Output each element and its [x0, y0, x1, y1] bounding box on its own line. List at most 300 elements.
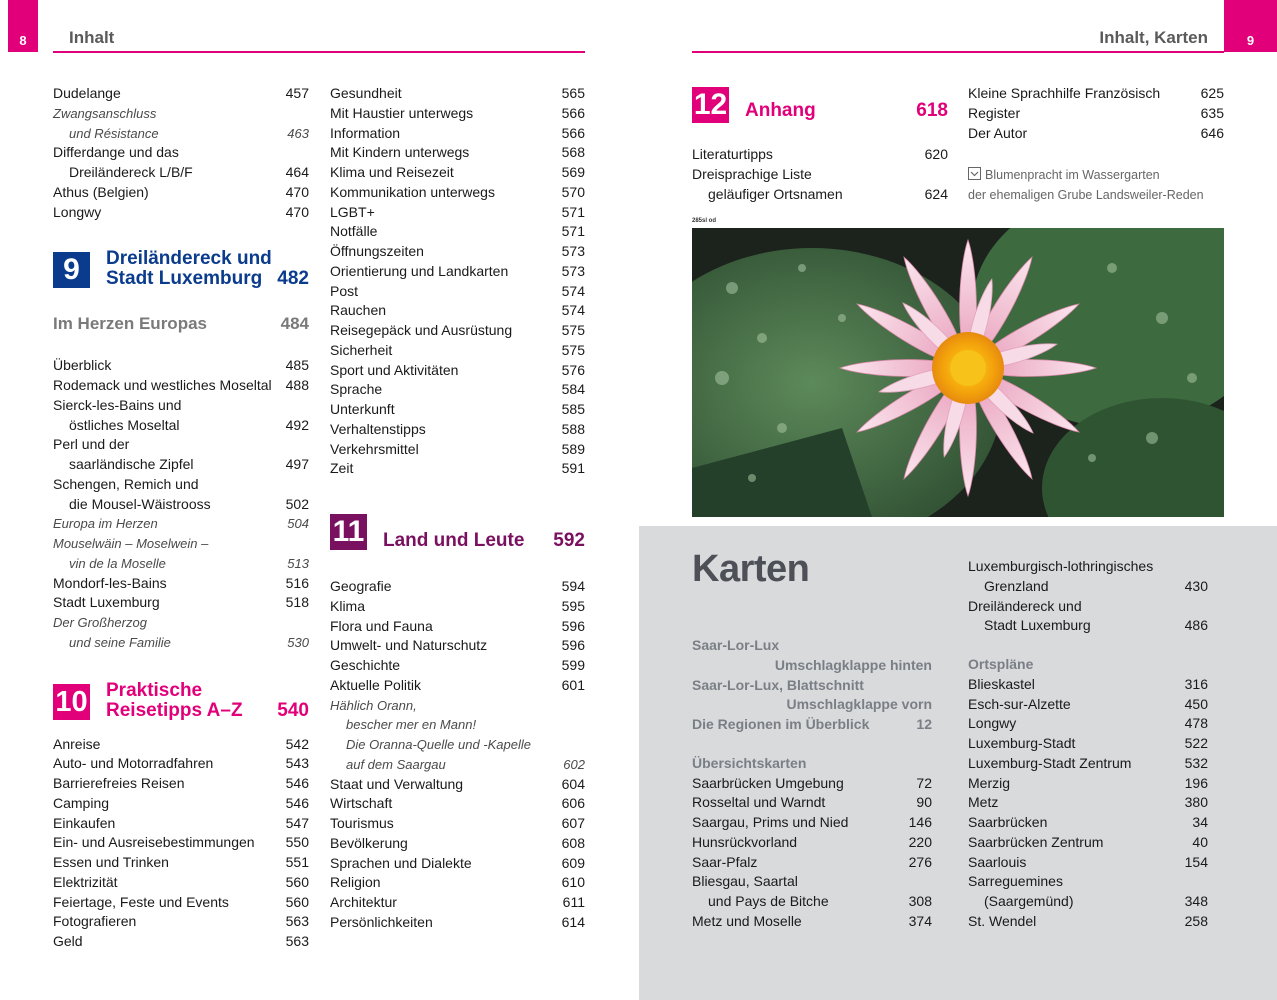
toc-entry[interactable]: [53, 514, 309, 534]
toc-entry[interactable]: [53, 754, 309, 774]
toc-entry-page: 504: [287, 516, 309, 532]
toc-entry-page: 646: [1200, 124, 1224, 141]
toc-entry-title: Anreise: [53, 735, 101, 752]
toc-entry[interactable]: [53, 774, 309, 794]
toc-entry[interactable]: [330, 617, 585, 637]
maps-column-right: [968, 557, 1208, 932]
toc-entry-page: 492: [285, 416, 309, 433]
section-9-heading[interactable]: [53, 222, 309, 300]
toc-entry-title: Dreiländereck und: [968, 597, 1082, 614]
toc-entry-page: 575: [561, 322, 585, 338]
toc-entry[interactable]: [692, 833, 932, 853]
toc-entry[interactable]: [968, 577, 1208, 597]
toc-entry-page: 589: [561, 440, 585, 457]
toc-column-3: [692, 84, 948, 204]
toc-entry[interactable]: [53, 183, 309, 203]
toc-entry[interactable]: [692, 695, 932, 715]
toc-entry[interactable]: [53, 435, 309, 455]
toc-entry-title: Saarbrücken Zentrum: [968, 833, 1104, 850]
toc-entry-page: 566: [561, 104, 585, 121]
toc-entry-title: Sicherheit: [330, 341, 393, 358]
toc-entry[interactable]: [53, 735, 309, 755]
toc-entry-page: 488: [285, 377, 309, 393]
toc-entry[interactable]: [330, 301, 585, 321]
toc-entry[interactable]: [968, 754, 1208, 774]
toc-entry-title: Auto- und Motorradfahren: [53, 755, 214, 772]
section-title-line2: Reisetipps A–Z: [106, 699, 243, 721]
maps-list-overview-flaps: [692, 636, 932, 735]
toc-entry-page: 596: [561, 637, 585, 654]
toc-entry-title: Mondorf-les-Bains: [53, 574, 167, 591]
maps-list-regions: [968, 557, 1208, 636]
toc-entry-page: 585: [561, 401, 585, 417]
toc-entry-title: Luxemburg-Stadt: [968, 735, 1076, 751]
toc-entry-title: Longwy: [968, 715, 1017, 732]
toc-entry-title: Sprache: [330, 381, 383, 398]
toc-entry[interactable]: [330, 814, 585, 834]
maps-list-uebersicht: [692, 774, 932, 932]
toc-entry[interactable]: [692, 892, 932, 912]
toc-entry[interactable]: [968, 695, 1208, 715]
maps-subhead-uebersicht: Übersichtskarten: [692, 754, 807, 771]
toc-entry[interactable]: [330, 361, 585, 381]
toc-entry[interactable]: [53, 84, 309, 104]
toc-entry-title: Sport und Aktivitäten: [330, 361, 459, 378]
section-number-badge: 9: [53, 252, 90, 288]
toc-entry[interactable]: [330, 282, 585, 302]
toc-entry-title: Dreiländereck L/B/F: [69, 164, 193, 180]
toc-entry-page: 546: [285, 775, 309, 791]
toc-entry-title: Europa im Herzen: [53, 516, 158, 532]
toc-list-col2-top: [330, 84, 585, 479]
toc-entry-title: Staat und Verwaltung: [330, 775, 464, 792]
toc-entry[interactable]: [968, 833, 1208, 853]
toc-column-4: [968, 84, 1224, 202]
toc-entry[interactable]: [968, 675, 1208, 695]
toc-entry-title: Rodemack und westliches Moseltal: [53, 377, 272, 393]
toc-entry[interactable]: [330, 715, 585, 735]
toc-entry[interactable]: [968, 557, 1208, 577]
toc-entry[interactable]: [53, 794, 309, 814]
photo-caption-icon: [968, 167, 981, 180]
toc-entry-page: 594: [561, 578, 585, 594]
toc-entry-page: 348: [1184, 893, 1208, 909]
toc-entry[interactable]: [330, 597, 585, 617]
toc-entry-title: Merzig: [968, 774, 1011, 791]
toc-entry[interactable]: [53, 932, 309, 952]
toc-entry-title: Feiertage, Feste und Events: [53, 893, 229, 910]
toc-entry-title: Gesundheit: [330, 85, 402, 101]
toc-entry[interactable]: [53, 633, 309, 653]
toc-entry-page: 470: [285, 203, 309, 220]
toc-entry-page: 72: [916, 774, 932, 791]
toc-entry[interactable]: [53, 593, 309, 613]
toc-entry[interactable]: [330, 321, 585, 341]
toc-entry-page: 570: [561, 183, 585, 200]
photo-caption: [968, 165, 1204, 205]
toc-entry-title: St. Wendel: [968, 912, 1037, 929]
toc-entry[interactable]: [692, 774, 932, 794]
toc-entry[interactable]: [330, 775, 585, 795]
toc-entry-page: 485: [285, 357, 309, 374]
toc-entry[interactable]: [692, 872, 932, 892]
toc-entry-page: 599: [561, 657, 585, 673]
toc-entry[interactable]: [330, 163, 585, 183]
toc-entry-page: 611: [562, 894, 585, 910]
toc-entry[interactable]: [968, 813, 1208, 833]
toc-entry[interactable]: [692, 853, 932, 873]
toc-entry-page: 604: [561, 775, 585, 792]
toc-entry-title: und Résistance: [69, 125, 159, 141]
caption-line1: Blumenpracht im Wassergarten: [985, 168, 1160, 182]
toc-entry[interactable]: [53, 124, 309, 144]
toc-entry-title: Unterkunft: [330, 401, 395, 417]
toc-entry[interactable]: [968, 734, 1208, 754]
section-title-line1: Dreiländereck und: [106, 248, 272, 270]
toc-entry-title: Notfälle: [330, 223, 378, 240]
toc-entry[interactable]: [330, 893, 585, 913]
toc-entry[interactable]: [53, 873, 309, 893]
toc-entry[interactable]: [53, 143, 309, 163]
section-title: Land und Leute: [383, 530, 525, 551]
toc-entry-title: Literaturtipps: [692, 146, 773, 162]
toc-entry[interactable]: [330, 696, 585, 716]
toc-entry-title: Umwelt- und Naturschutz: [330, 637, 488, 654]
toc-entry[interactable]: [53, 574, 309, 594]
toc-entry-title: vin de la Moselle: [69, 555, 166, 571]
toc-entry[interactable]: [330, 755, 585, 775]
toc-entry-page: 464: [285, 164, 309, 180]
toc-entry-title: Mit Kindern unterwegs: [330, 144, 470, 161]
subsection-page: 484: [280, 314, 309, 334]
toc-entry[interactable]: [53, 416, 309, 436]
toc-entry[interactable]: [692, 715, 932, 735]
toc-entry-title: Tourismus: [330, 815, 394, 831]
toc-entry[interactable]: [330, 203, 585, 223]
toc-entry-title: Der Autor: [968, 124, 1028, 141]
section-number-badge: 10: [53, 684, 90, 720]
maps-title: Karten: [692, 548, 810, 590]
toc-entry-page: 543: [285, 755, 309, 772]
toc-entry-title: Reisegepäck und Ausrüstung: [330, 322, 513, 338]
toc-entry-title: Flora und Fauna: [330, 617, 433, 634]
toc-entry-page: 624: [924, 185, 948, 202]
toc-entry-title: und Pays de Bitche: [708, 893, 829, 909]
toc-entry-page: 614: [561, 913, 585, 930]
toc-entry-title: Post: [330, 282, 359, 299]
toc-entry-page: 34: [1192, 814, 1208, 830]
toc-entry[interactable]: [330, 242, 585, 262]
toc-entry[interactable]: [330, 735, 585, 755]
toc-entry[interactable]: [53, 814, 309, 834]
toc-entry-title: Zeit: [330, 460, 354, 477]
section-title-line1: Praktische: [106, 679, 203, 701]
maps-column-left: [692, 636, 932, 932]
toc-entry-title: Schengen, Remich und: [53, 475, 199, 492]
toc-entry-page: 609: [561, 854, 585, 871]
toc-entry[interactable]: [330, 262, 585, 282]
toc-entry[interactable]: [968, 853, 1208, 873]
toc-entry-page: 502: [285, 495, 309, 512]
toc-entry-page: 463: [287, 125, 309, 141]
toc-entry[interactable]: [692, 813, 932, 833]
toc-entry-page: 565: [561, 85, 585, 101]
toc-entry-title: Metz und Moselle: [692, 912, 802, 929]
toc-list-col2-bottom: [330, 577, 585, 933]
section-title: Anhang: [745, 100, 816, 121]
toc-entry[interactable]: [968, 597, 1208, 617]
toc-entry[interactable]: [968, 104, 1224, 124]
toc-entry-page: 547: [285, 814, 309, 831]
toc-entry[interactable]: [692, 636, 932, 656]
toc-entry-title: Kommunikation unterwegs: [330, 183, 495, 200]
toc-entry-page: 576: [561, 361, 585, 378]
toc-entry-title: die Mousel-Wäistrooss: [69, 495, 211, 512]
toc-entry-page: 574: [561, 302, 585, 319]
toc-entry-title: Bliesgau, Saartal: [692, 873, 798, 890]
subsection-title: Im Herzen Europas: [53, 314, 207, 334]
toc-entry[interactable]: [330, 636, 585, 656]
toc-entry[interactable]: [53, 833, 309, 853]
toc-entry[interactable]: [968, 872, 1208, 892]
toc-entry-page: 486: [1184, 617, 1208, 634]
toc-entry-title: Longwy: [53, 203, 102, 220]
toc-entry-title: Athus (Belgien): [53, 183, 149, 200]
toc-entry-title: Grenzland: [984, 577, 1049, 594]
toc-entry-title: Barrierefreies Reisen: [53, 775, 185, 791]
toc-entry[interactable]: [53, 376, 309, 396]
maps-list-ortsplaene: [968, 675, 1208, 932]
toc-entry[interactable]: [692, 185, 948, 205]
toc-entry-title: Hählich Orann,: [330, 697, 417, 713]
toc-entry-title: Saarbrücken: [968, 814, 1048, 830]
toc-entry-title: Orientierung und Landkarten: [330, 262, 509, 279]
toc-entry-page: 276: [908, 853, 932, 870]
toc-entry[interactable]: [53, 475, 309, 495]
toc-entry-title: Ein- und Ausreisebestimmungen: [53, 834, 255, 851]
toc-entry-page: 608: [561, 834, 585, 851]
toc-entry-page: 546: [285, 794, 309, 811]
toc-entry[interactable]: [53, 613, 309, 633]
toc-entry-page: 90: [916, 794, 932, 811]
toc-entry[interactable]: [692, 676, 932, 696]
toc-entry-title: Saar-Lor-Lux, Blattschnitt: [692, 676, 864, 693]
toc-entry-title: Geografie: [330, 578, 392, 594]
toc-entry-page: 316: [1184, 675, 1208, 692]
toc-entry-title: Saarbrücken Umgebung: [692, 774, 844, 791]
toc-entry[interactable]: [330, 420, 585, 440]
toc-entry-title: Einkaufen: [53, 814, 116, 831]
toc-entry-page: 571: [561, 223, 585, 240]
toc-entry[interactable]: [968, 714, 1208, 734]
toc-entry-page: 591: [561, 460, 585, 477]
toc-entry-title: Sierck-les-Bains und: [53, 396, 182, 413]
toc-entry[interactable]: [330, 124, 585, 144]
subsection-heading[interactable]: [53, 300, 309, 356]
toc-entry-title: geläufiger Ortsnamen: [708, 185, 843, 202]
toc-entry-page: 154: [1184, 853, 1208, 870]
toc-entry[interactable]: [330, 676, 585, 696]
toc-entry-page: 606: [561, 795, 585, 812]
toc-entry-page: 457: [285, 85, 309, 101]
toc-entry[interactable]: [53, 853, 309, 873]
toc-entry[interactable]: [330, 183, 585, 203]
water-lily-photo: [692, 228, 1224, 517]
toc-entry-title: Architektur: [330, 894, 397, 910]
toc-entry-title: Die Oranna-Quelle und -Kapelle: [346, 737, 531, 752]
toc-list-col1-top: [53, 84, 309, 222]
toc-entry-title: Stadt Luxemburg: [53, 594, 160, 611]
toc-list-col1-mid: [53, 356, 309, 652]
toc-entry[interactable]: [330, 143, 585, 163]
toc-entry-title: Überblick: [53, 357, 112, 374]
toc-entry-page: 374: [908, 912, 932, 929]
section-12-heading[interactable]: [692, 84, 948, 145]
toc-entry-page: 258: [1184, 912, 1208, 929]
toc-entry[interactable]: [968, 774, 1208, 794]
toc-entry[interactable]: [330, 577, 585, 597]
toc-entry-title: Persönlichkeiten: [330, 913, 433, 930]
toc-entry[interactable]: [692, 656, 932, 676]
toc-entry-title: saarländische Zipfel: [69, 456, 194, 472]
toc-entry[interactable]: [330, 380, 585, 400]
section-page-number: 618: [916, 100, 948, 121]
toc-entry-title: Blieskastel: [968, 675, 1035, 692]
toc-entry-title: Mit Haustier unterwegs: [330, 104, 474, 121]
section-11-heading[interactable]: [330, 479, 585, 577]
photo-id: 285sl od: [692, 218, 717, 224]
toc-entry-page: 568: [561, 144, 585, 161]
toc-entry[interactable]: [330, 854, 585, 874]
toc-entry-page: 575: [561, 341, 585, 358]
toc-entry-title: LGBT+: [330, 203, 375, 220]
toc-entry-page: 571: [561, 203, 585, 220]
toc-entry[interactable]: [330, 440, 585, 460]
left-running-head: Inhalt: [69, 28, 115, 47]
toc-entry[interactable]: [53, 495, 309, 515]
toc-entry[interactable]: [330, 913, 585, 933]
toc-entry-title: Rosseltal und Warndt: [692, 794, 826, 811]
toc-entry-title: Essen und Trinken: [53, 854, 169, 870]
toc-entry[interactable]: [53, 163, 309, 183]
toc-entry-title: (Saargemünd): [984, 893, 1074, 909]
toc-entry-page: 601: [561, 676, 585, 693]
toc-entry[interactable]: [330, 341, 585, 361]
toc-entry[interactable]: [53, 893, 309, 913]
toc-entry-title: Information: [330, 124, 401, 141]
right-running-head: Inhalt, Karten: [1099, 28, 1208, 47]
toc-entry-title: Differdange und das: [53, 144, 179, 161]
toc-entry-page: 146: [908, 814, 932, 830]
toc-entry[interactable]: [968, 84, 1224, 104]
toc-column-1: [53, 84, 309, 952]
toc-entry-page: 596: [561, 617, 585, 634]
toc-entry[interactable]: [692, 793, 932, 813]
section-page-number: 540: [277, 699, 309, 721]
toc-entry-title: Klima und Reisezeit: [330, 164, 454, 180]
toc-entry[interactable]: [330, 656, 585, 676]
toc-entry[interactable]: [53, 534, 309, 554]
toc-entry[interactable]: [53, 356, 309, 376]
toc-entry-title: Kleine Sprachhilfe Französisch: [968, 85, 1161, 101]
toc-entry-title: Mouselwäin – Moselwein –: [53, 536, 209, 551]
toc-entry[interactable]: [330, 104, 585, 124]
toc-entry[interactable]: [330, 794, 585, 814]
toc-entry-title: Dudelange: [53, 85, 121, 101]
toc-entry-title: Geschichte: [330, 657, 401, 673]
toc-entry[interactable]: [692, 165, 948, 185]
toc-entry-title: Sprachen und Dialekte: [330, 854, 472, 871]
toc-entry-title: Esch-sur-Alzette: [968, 695, 1071, 712]
toc-entry[interactable]: [53, 104, 309, 124]
toc-entry-title: Perl und der: [53, 436, 130, 453]
toc-entry-title: Saarlouis: [968, 853, 1027, 870]
toc-entry[interactable]: [692, 145, 948, 165]
toc-entry[interactable]: [53, 554, 309, 574]
toc-column-2: [330, 84, 585, 933]
toc-entry-title: Register: [968, 104, 1021, 121]
toc-entry-page: 516: [285, 574, 309, 591]
toc-entry[interactable]: [53, 455, 309, 475]
toc-entry-page: 220: [908, 833, 932, 850]
toc-entry[interactable]: [968, 616, 1208, 636]
section-10-heading[interactable]: [53, 653, 309, 735]
toc-entry-title: Luxemburg-Stadt Zentrum: [968, 754, 1132, 771]
toc-entry-title: auf dem Saargau: [346, 756, 446, 772]
toc-entry-page: 522: [1184, 735, 1208, 751]
toc-entry-title: Wirtschaft: [330, 795, 393, 812]
toc-entry[interactable]: [53, 912, 309, 932]
toc-entry-page: 563: [285, 913, 309, 930]
toc-entry-page: 625: [1200, 85, 1224, 101]
toc-entry-page: 308: [908, 893, 932, 909]
toc-entry[interactable]: [53, 203, 309, 223]
toc-entry-page: 584: [561, 381, 585, 398]
toc-entry-title: Aktuelle Politik: [330, 676, 422, 693]
toc-entry-title: Klima: [330, 597, 366, 614]
toc-entry[interactable]: [330, 222, 585, 242]
toc-entry[interactable]: [968, 793, 1208, 813]
toc-entry-title: Sarreguemines: [968, 873, 1063, 890]
toc-entry[interactable]: [968, 124, 1224, 144]
toc-entry-title: Zwangsanschluss: [53, 105, 157, 121]
toc-entry[interactable]: [692, 912, 932, 932]
toc-entry-title: östliches Moseltal: [69, 416, 180, 433]
section-number-badge: 12: [693, 88, 728, 121]
toc-entry-title: Saargau, Prims und Nied: [692, 814, 849, 830]
toc-entry-title: Die Regionen im Überblick: [692, 716, 870, 732]
toc-entry-title: Hunsrückvorland: [692, 833, 798, 850]
toc-entry[interactable]: [53, 396, 309, 416]
toc-entry[interactable]: [330, 873, 585, 893]
toc-entry[interactable]: [968, 892, 1208, 912]
toc-entry-title: Religion: [330, 874, 381, 891]
toc-entry-title: Fotografieren: [53, 913, 137, 930]
toc-entry[interactable]: [968, 912, 1208, 932]
toc-entry[interactable]: [330, 400, 585, 420]
toc-entry[interactable]: [330, 84, 585, 104]
toc-entry-title: Metz: [968, 794, 999, 811]
toc-entry-title: Verhaltenstipps: [330, 420, 426, 437]
toc-entry-page: 560: [285, 873, 309, 890]
toc-list-col1-bottom: [53, 735, 309, 952]
toc-entry[interactable]: [330, 834, 585, 854]
toc-entry-page: 550: [285, 834, 309, 851]
right-header-rule: [692, 51, 1224, 53]
maps-subhead-ortsplaene: Ortspläne: [968, 656, 1034, 672]
toc-entry-page: 450: [1184, 695, 1208, 712]
toc-entry[interactable]: [330, 459, 585, 479]
